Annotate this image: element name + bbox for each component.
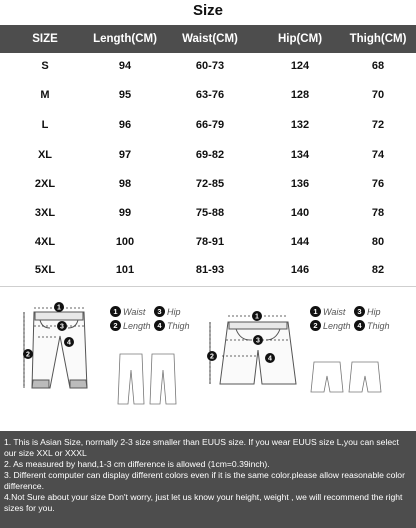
- table-row: [0, 205, 416, 221]
- cell-thigh: 68: [371, 60, 385, 72]
- cell-hip: 146: [290, 264, 310, 276]
- cell-thigh: 80: [371, 236, 385, 248]
- cell-waist: 72-85: [195, 178, 225, 190]
- table-row: [0, 176, 416, 192]
- cell-hip: 134: [290, 149, 310, 161]
- pants-marker-2: 2: [26, 351, 30, 359]
- note-1: 1. This is Asian Size, normally 2-3 size smaller than EUUS size. If you wear EUUS size L,you can select our size XXL or XXXL: [4, 437, 399, 458]
- cell-size: 2XL: [34, 178, 56, 190]
- cell-length: 101: [115, 264, 135, 276]
- shorts-marker-1: 1: [255, 313, 259, 321]
- cell-length: 95: [118, 89, 132, 101]
- note-2: 2. As measured by hand,1-3 cm difference is allowed (1cm=0.39inch).: [4, 459, 270, 469]
- header-hip: Hip(CM): [277, 33, 323, 45]
- cell-waist: 78-91: [195, 236, 225, 248]
- shorts-legend: [310, 306, 410, 336]
- note-3: 3. Different computer can display different colors even if it is the same color.please allow reasonable color difference.: [4, 470, 405, 491]
- cell-size: 5XL: [34, 264, 56, 276]
- cell-waist: 81-93: [195, 264, 225, 276]
- legend-number: 1: [310, 306, 321, 317]
- pants-marker-1: 1: [57, 304, 61, 312]
- cell-length: 94: [118, 60, 132, 72]
- cell-size: 4XL: [34, 236, 56, 248]
- cell-waist: 69-82: [195, 149, 225, 161]
- pants-legend: [110, 306, 200, 336]
- legend-thigh-label: Thigh: [367, 320, 390, 331]
- size-table-header: [0, 25, 416, 53]
- header-length: Length(CM): [93, 33, 157, 45]
- cell-thigh: 76: [371, 178, 385, 190]
- cell-hip: 128: [290, 89, 310, 101]
- cell-thigh: 72: [371, 119, 385, 131]
- measurement-diagrams: [0, 292, 416, 422]
- cell-size: 3XL: [34, 207, 56, 219]
- shorts-drawing: [220, 322, 296, 384]
- cell-hip: 136: [290, 178, 310, 190]
- cell-thigh: 70: [371, 89, 385, 101]
- header-size: SIZE: [32, 33, 58, 45]
- page-title: Size: [192, 2, 223, 19]
- shorts-marker-4: 4: [268, 355, 272, 363]
- header-waist: Waist(CM): [182, 33, 238, 45]
- cell-size: M: [40, 89, 50, 101]
- legend-number: 3: [354, 306, 365, 317]
- cell-hip: 132: [290, 119, 310, 131]
- section-divider: [0, 286, 416, 287]
- cell-size: S: [41, 60, 49, 72]
- table-row: [0, 234, 416, 250]
- legend-number: 4: [354, 320, 365, 331]
- pants-marker-4: 4: [67, 339, 71, 347]
- legend-waist-label: Waist: [323, 306, 346, 317]
- cell-waist: 60-73: [195, 60, 225, 72]
- size-notes: [0, 431, 416, 528]
- legend-hip-label: Hip: [367, 306, 381, 317]
- cell-size: XL: [37, 149, 53, 161]
- cell-length: 97: [118, 149, 132, 161]
- cell-waist: 66-79: [195, 119, 225, 131]
- note-4: 4.Not Sure about your size Don't worry, just let us know your height, weight , we will recommend the right sizes for you.: [4, 492, 403, 513]
- cell-length: 100: [115, 236, 135, 248]
- shorts-marker-3: 3: [256, 337, 260, 345]
- cell-hip: 144: [290, 236, 310, 248]
- cell-waist: 63-76: [195, 89, 225, 101]
- cell-size: L: [41, 119, 49, 131]
- legend-length-label: Length: [123, 320, 151, 331]
- table-row: [0, 87, 416, 103]
- cell-thigh: 78: [371, 207, 385, 219]
- legend-thigh-label: Thigh: [167, 320, 190, 331]
- legend-waist-label: Waist: [123, 306, 146, 317]
- legend-number: 3: [154, 306, 165, 317]
- header-thigh: Thigh(CM): [349, 33, 407, 45]
- cell-hip: 124: [290, 60, 310, 72]
- cell-thigh: 82: [371, 264, 385, 276]
- table-row: [0, 117, 416, 133]
- cell-length: 96: [118, 119, 132, 131]
- legend-number: 2: [310, 320, 321, 331]
- cell-length: 98: [118, 178, 132, 190]
- shorts-marker-2: 2: [210, 353, 214, 361]
- cell-thigh: 74: [371, 149, 385, 161]
- pants-marker-3: 3: [60, 323, 64, 331]
- legend-number: 2: [110, 320, 121, 331]
- cell-waist: 75-88: [195, 207, 225, 219]
- table-row: [0, 147, 416, 163]
- table-row: [0, 58, 416, 74]
- legend-hip-label: Hip: [167, 306, 181, 317]
- legend-number: 1: [110, 306, 121, 317]
- legend-length-label: Length: [323, 320, 351, 331]
- cell-hip: 140: [290, 207, 310, 219]
- table-row: [0, 262, 416, 278]
- cell-length: 99: [118, 207, 132, 219]
- pants-thumbnails: [118, 354, 176, 404]
- legend-number: 4: [154, 320, 165, 331]
- shorts-thumbnails: [311, 362, 381, 392]
